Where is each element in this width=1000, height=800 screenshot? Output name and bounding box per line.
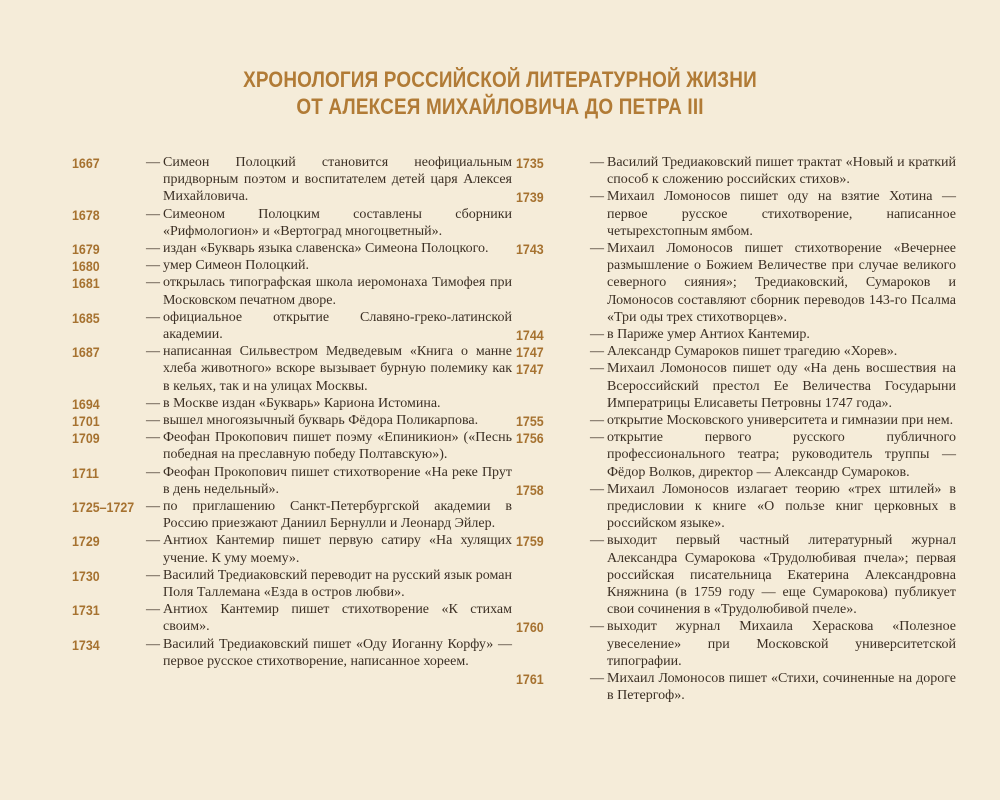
entry-year: 1701 — [72, 414, 100, 430]
entry-dash: — — [590, 344, 604, 360]
entry-dash: — — [146, 499, 160, 515]
entry-text: открытие Московского университета и гимназии при нем. — [607, 413, 954, 429]
entry-dash: — — [146, 241, 160, 257]
entry-year: 1687 — [72, 345, 100, 361]
entry-dash: — — [146, 395, 160, 411]
entry-dash: — — [146, 430, 160, 446]
entry-text: Антиох Кантемир пишет стихотворение «К стихам своим». — [163, 602, 512, 635]
entry-text: Симеоном Полоцким составлены сборники «Рифмологион» и «Вертоград многоцветный». — [163, 206, 512, 239]
entry-text: Антиох Кантемир пишет первую сатиру «На хулящих учение. К уму моему». — [163, 533, 512, 566]
entry-year: 1681 — [72, 276, 100, 292]
entry-dash: — — [590, 671, 604, 687]
entry-dash: — — [146, 533, 160, 549]
entry-dash: — — [146, 206, 160, 222]
chronology-entry — [72, 240, 512, 257]
entry-dash: — — [590, 189, 604, 205]
chronology-entry — [516, 360, 956, 412]
chronology-entry — [516, 343, 956, 360]
chronology-entry — [516, 481, 956, 533]
chronology-entry — [516, 188, 956, 240]
chronology-entry — [72, 412, 512, 429]
entry-year: 1739 — [516, 190, 544, 206]
chronology-entry — [516, 326, 956, 343]
entry-year: 1735 — [516, 156, 544, 171]
entry-dash: — — [590, 413, 604, 429]
entry-dash: — — [146, 636, 160, 652]
entry-text: Михаил Ломоносов излагает теорию «трех штилей» в предисловии к книге «О пользе книг церковных в российском языке». — [607, 481, 956, 532]
chronology-entry — [516, 154, 956, 188]
chronology-entry — [72, 498, 512, 532]
entry-text: Михаил Ломоносов пишет стихотворение «Вечернее размышление о Божием Величестве при случае великого северного сияния»; Тредиаковский, Сумароков и Ломоносов составляют сборник переводов 143-го Псалма «Три оды трех стихотворцев». — [607, 241, 956, 325]
entry-year: 1734 — [72, 637, 100, 653]
entry-text: Василий Тредиаковский пишет «Оду Иоганну Корфу» — первое русское стихотворение, написанное хореем. — [163, 636, 512, 669]
entry-text: написанная Сильвестром Медведевым «Книга о манне хлеба животного» вскоре вызывает бурную полемику как в кельях, так и на улицах Москвы. — [163, 344, 512, 394]
entry-dash: — — [590, 241, 604, 257]
entry-year: 1758 — [516, 482, 544, 498]
entry-text: издан «Букварь языка славенска» Симеона Полоцкого. — [163, 241, 489, 257]
entry-text: по приглашению Санкт-Петербургской академии в Россию приезжают Даниил Бернулли и Леонард Эйлер. — [163, 499, 512, 532]
entry-dash: — — [590, 619, 604, 635]
entry-year: 1747 — [516, 362, 544, 378]
entry-year: 1667 — [72, 156, 100, 171]
chronology-entry — [516, 618, 956, 670]
entry-text: Феофан Прокопович пишет стихотворение «На реке Прут в день недельный». — [163, 464, 512, 497]
entry-dash: — — [590, 481, 604, 497]
entry-text: открытие первого русского публичного профессионального театра; руководитель труппы — Фёдор Волков, директор — Александр Сумароков. — [607, 430, 956, 480]
chronology-entry — [72, 257, 512, 274]
entry-dash: — — [146, 567, 160, 583]
entry-dash: — — [146, 155, 160, 170]
chronology-entry — [72, 464, 512, 498]
entry-year: 1730 — [72, 568, 100, 584]
chronology-column-right — [516, 154, 956, 705]
chronology-entry — [72, 601, 512, 635]
page-title — [70, 66, 930, 120]
entry-year: 1711 — [72, 465, 99, 481]
chronology-entry — [72, 274, 512, 308]
entry-dash: — — [146, 309, 160, 325]
entry-dash: — — [590, 155, 604, 170]
entry-year: 1685 — [72, 310, 100, 326]
entry-text: вышел многоязычный букварь Фёдора Поликарпова. — [163, 413, 479, 429]
entry-dash: — — [146, 413, 160, 429]
entry-dash: — — [590, 327, 604, 343]
entry-dash: — — [146, 275, 160, 291]
chronology-entry — [72, 309, 512, 343]
entry-text: Александр Сумароков пишет трагедию «Хорев». — [607, 344, 898, 360]
entry-dash: — — [590, 430, 604, 446]
chronology-entry — [72, 154, 512, 206]
entry-year: 1694 — [72, 396, 100, 412]
entry-text: Симеон Полоцкий становится неофициальным придворным поэтом и воспитателем детей царя Алексея Михайловича. — [163, 155, 512, 205]
entry-dash: — — [146, 602, 160, 618]
entry-year: 1678 — [72, 207, 100, 223]
entry-text: выходит журнал Михаила Хераскова «Полезное увеселение» при Московской университетской типографии. — [607, 619, 956, 669]
entry-year: 1725–1727 — [72, 500, 135, 516]
entry-year: 1756 — [516, 431, 544, 447]
entry-text: Михаил Ломоносов пишет оду на взятие Хотина — первое русское стихотворение, написанное четырехстопным ямбом. — [607, 189, 956, 239]
entry-dash: — — [590, 361, 604, 377]
chronology-entry — [72, 395, 512, 412]
entry-year: 1729 — [72, 534, 100, 550]
entry-text: Василий Тредиаковский переводит на русский язык роман Поля Таллемана «Езда в остров любви». — [163, 567, 512, 601]
entry-text: официальное открытие Славяно-греко-латинской академии. — [163, 309, 512, 343]
entry-year: 1743 — [516, 242, 544, 258]
entry-dash: — — [146, 464, 160, 480]
entry-year: 1759 — [516, 534, 544, 550]
entry-text: открылась типографская школа иеромонаха Тимофея при Московском печатном дворе. — [163, 275, 512, 308]
entry-text: в Москве издан «Букварь» Кариона Истомина. — [163, 395, 441, 411]
entry-text: Феофан Прокопович пишет поэму «Епиникион» («Песнь победная на преславную победу Полтавскую»). — [163, 430, 512, 463]
entry-text: умер Симеон Полоцкий. — [163, 258, 309, 274]
entry-year: 1761 — [516, 672, 544, 688]
entry-dash: — — [590, 533, 604, 549]
entry-text: Василий Тредиаковский пишет трактат «Новый и краткий способ к сложению российских стихов». — [607, 155, 956, 188]
entry-year: 1679 — [72, 242, 100, 258]
entry-year: 1731 — [72, 603, 100, 619]
chronology-entry — [72, 532, 512, 566]
entry-year: 1709 — [72, 431, 100, 447]
chronology-entry — [72, 206, 512, 240]
entry-text: Михаил Ломоносов пишет оду «На день восшествия на Всероссийский престол Ее Величества Государыни Императрицы Елисаветы Петровны 1747 года». — [607, 361, 956, 411]
entry-text: Михаил Ломоносов пишет «Стихи, сочиненные на дороге в Петергоф». — [607, 671, 956, 704]
chronology-entry — [72, 343, 512, 395]
entry-text: выходит первый частный литературный журнал Александра Сумарокова «Трудолюбивая пчела»; первая российская писательница Екатерина Александровна Княжнина (в 1759 году — еще Сумарокова) публикует свои сочинения в «Трудолюбивой пчеле». — [607, 533, 956, 618]
page-title-line-2: ОТ АЛЕКСЕЯ МИХАЙЛОВИЧА ДО ПЕТРА III — [296, 94, 704, 119]
chronology-entry — [516, 412, 956, 429]
page-title-line-1: ХРОНОЛОГИЯ РОССИЙСКОЙ ЛИТЕРАТУРНОЙ ЖИЗНИ — [243, 67, 757, 92]
entry-year: 1755 — [516, 414, 544, 430]
chronology-entry — [516, 532, 956, 618]
entry-text: в Париже умер Антиох Кантемир. — [607, 327, 810, 343]
chronology-entry — [72, 636, 512, 670]
entry-year: 1680 — [72, 259, 100, 275]
entry-dash: — — [146, 344, 160, 360]
chronology-entry — [72, 429, 512, 463]
chronology-entry — [516, 429, 956, 481]
entry-dash: — — [146, 258, 160, 274]
entry-year: 1744 — [516, 328, 544, 344]
chronology-entry — [516, 670, 956, 704]
chronology-entry — [72, 567, 512, 601]
chronology-column-left — [72, 154, 512, 670]
entry-year: 1747 — [516, 345, 544, 361]
entry-year: 1760 — [516, 620, 544, 636]
chronology-entry — [516, 240, 956, 326]
